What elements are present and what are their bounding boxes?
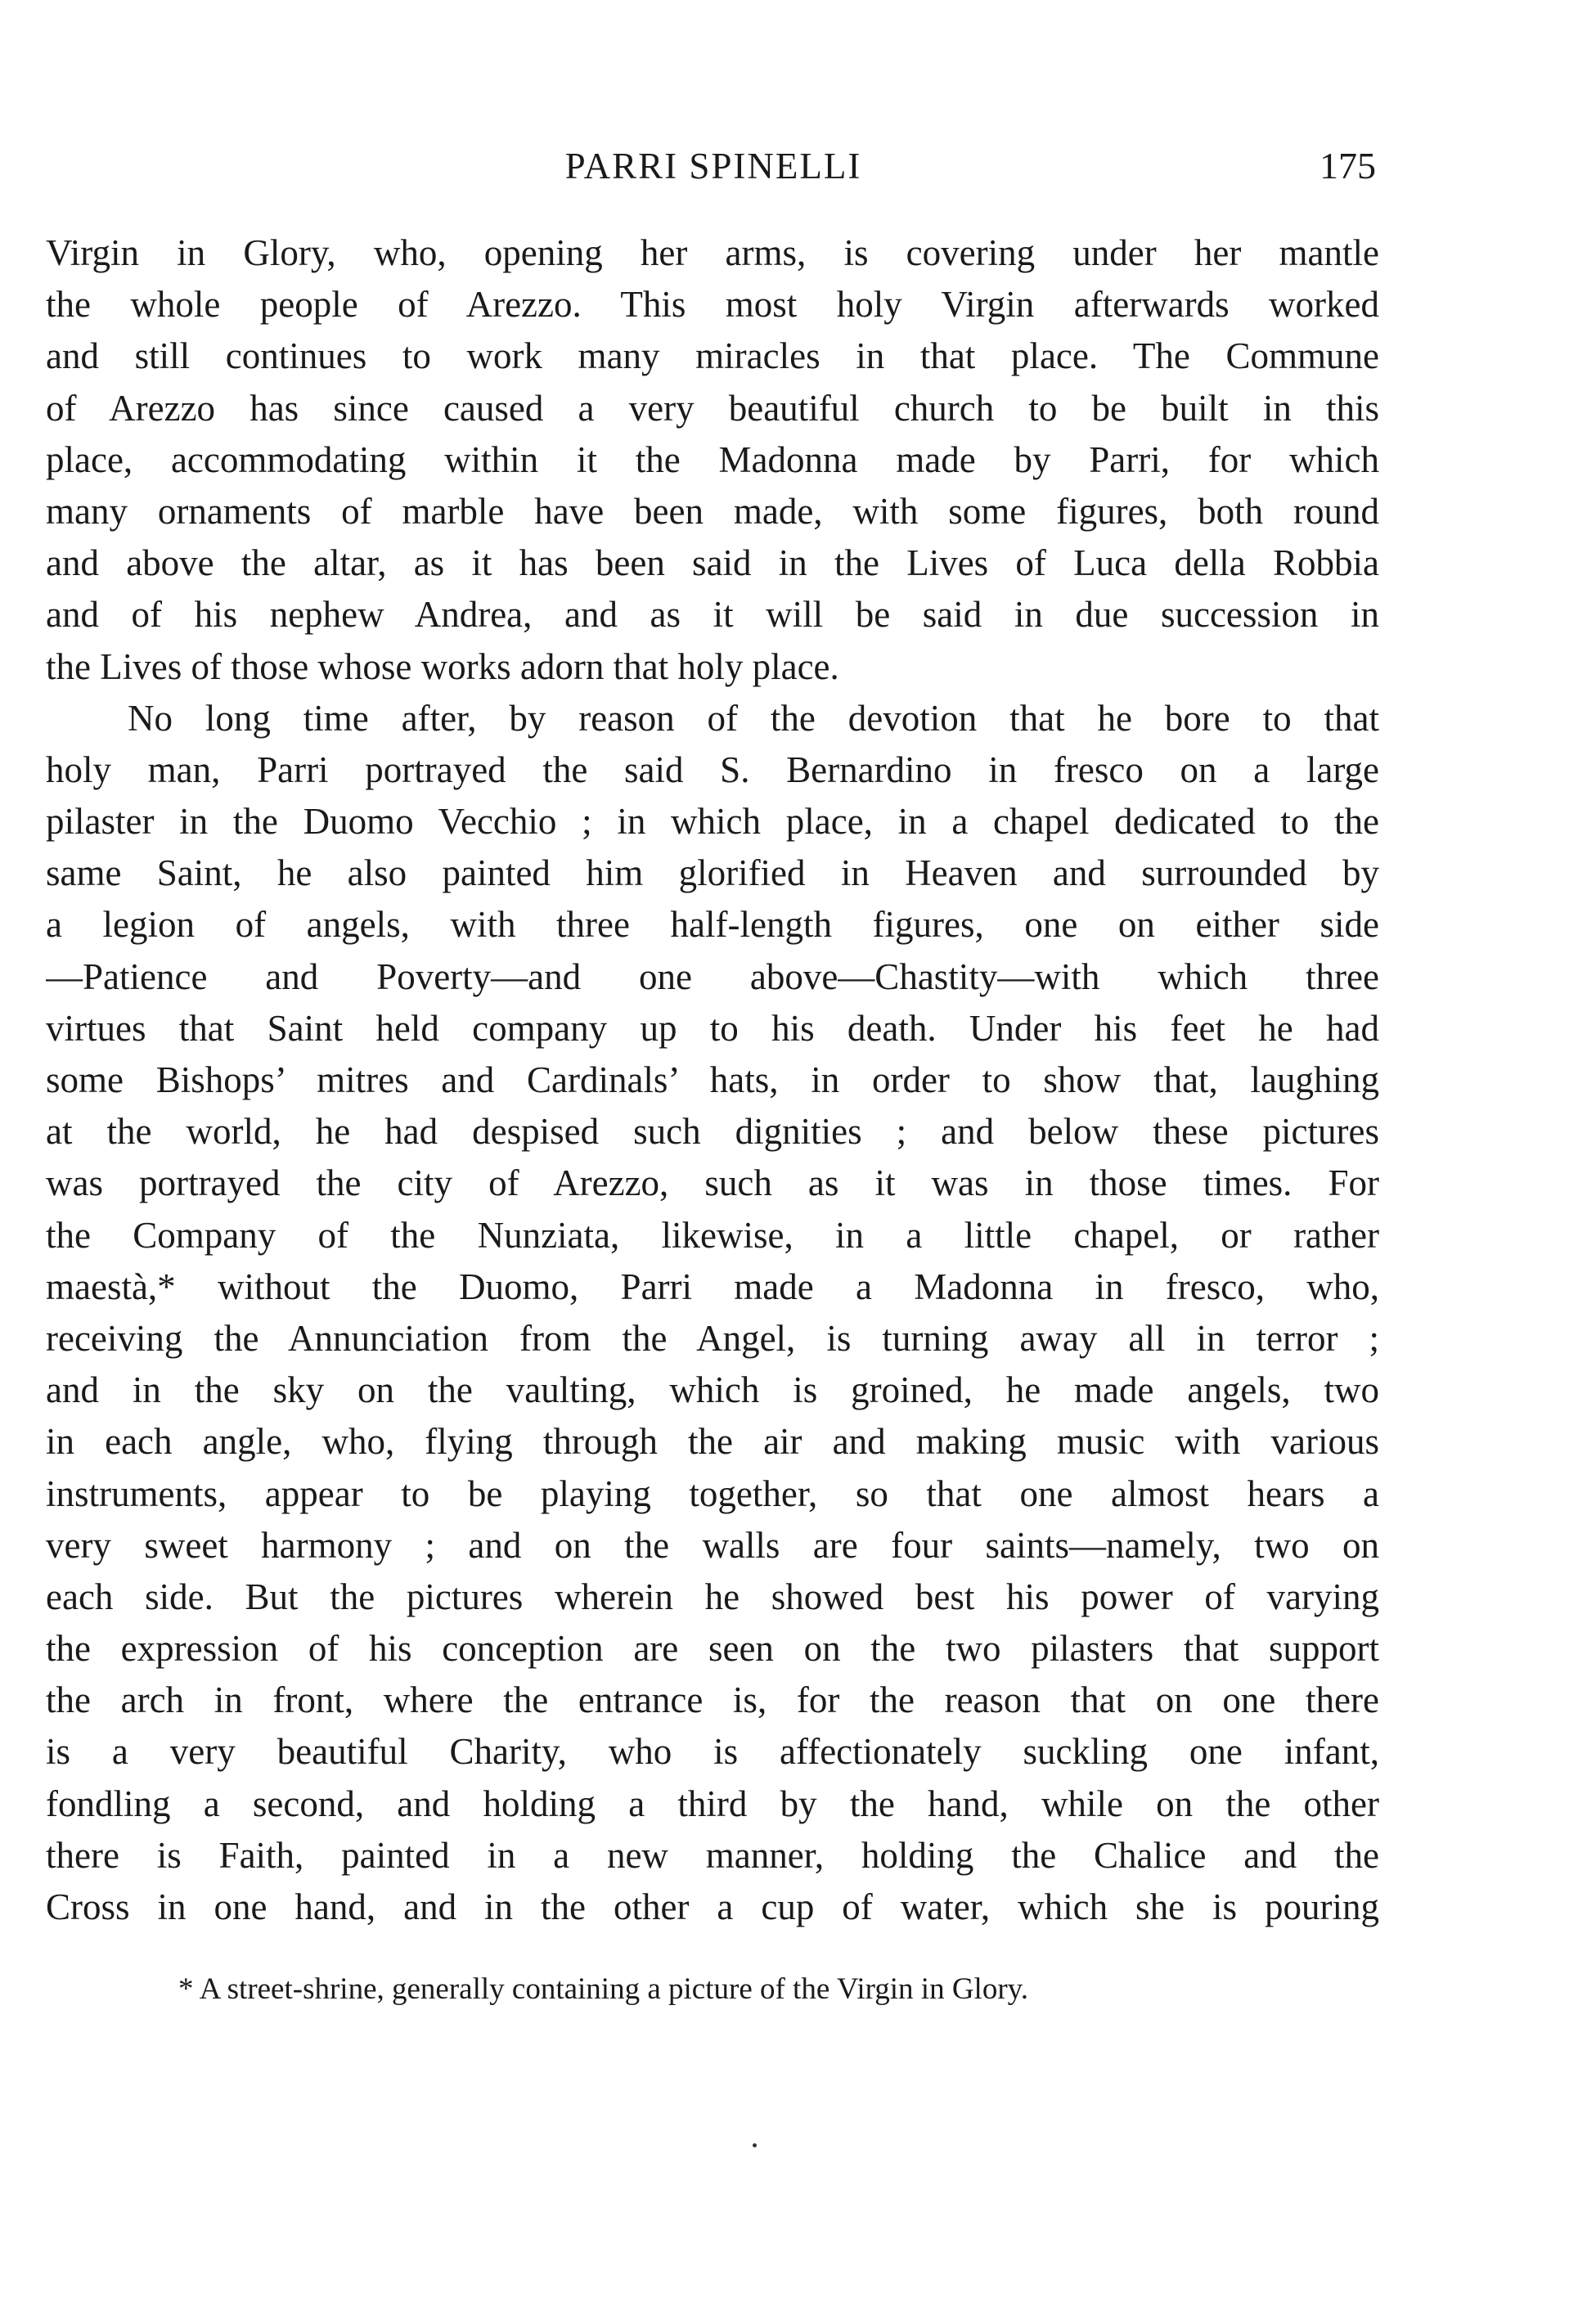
text-line: the Lives of those whose works adorn that holy place. [46, 645, 839, 687]
text-line: fondling a second, and holding a third by the hand, while on the other [46, 1783, 1379, 1824]
text-line: the expression of his conception are seen on the two pilasters that support [46, 1628, 1379, 1670]
text-line: was portrayed the city of Arezzo, such as it was in those times. For [46, 1162, 1379, 1204]
text-line: virtues that Saint held company up to his death. Under his feet he had [46, 1007, 1379, 1049]
text-line: of Arezzo has since caused a very beautiful church to be built in this [46, 387, 1379, 429]
print-speck [753, 2143, 757, 2147]
text-line: and still continues to work many miracles in that place. The Commune [46, 335, 1379, 377]
text-line: and above the altar, as it has been said in the Lives of Luca della Robbia [46, 542, 1379, 584]
text-line: there is Faith, painted in a new manner, holding the Chalice and the [46, 1834, 1379, 1876]
text-line: and in the sky on the vaulting, which is groined, he made angels, two [46, 1369, 1379, 1411]
text-line: each side. But the pictures wherein he showed best his power of varying [46, 1576, 1379, 1617]
text-line: in each angle, who, flying through the air and making music with various [46, 1421, 1379, 1463]
text-line: at the world, he had despised such dignities ; and below these pictures [46, 1111, 1379, 1153]
running-head [51, 137, 1376, 195]
text-line: receiving the Annunciation from the Angel, is turning away all in terror ; [46, 1317, 1379, 1359]
text-line: some Bishops’ mitres and Cardinals’ hats, in order to show that, laughing [46, 1059, 1379, 1100]
paragraph-1 [46, 227, 1379, 693]
paragraph-2 [46, 693, 1379, 1934]
text-line: very sweet harmony ; and on the walls are four saints—namely, two on [46, 1524, 1379, 1566]
page-number: 175 [1320, 145, 1376, 187]
text-line: Virgin in Glory, who, opening her arms, is covering under her mantle [46, 232, 1379, 273]
text-line: No long time after, by reason of the devotion that he bore to that [128, 697, 1379, 739]
text-line: the arch in front, where the entrance is, for the reason that on one there [46, 1679, 1379, 1721]
body-text [46, 227, 1379, 1933]
text-line: pilaster in the Duomo Vecchio ; in which place, in a chapel dedicated to the [46, 801, 1379, 843]
footnote: * A street-shrine, generally containing a picture of the Virgin in Glory. [178, 1972, 1028, 2006]
text-line: Cross in one hand, and in the other a cup of water, which she is pouring [46, 1886, 1379, 1927]
text-line: the Company of the Nunziata, likewise, in a little chapel, or rather [46, 1214, 1379, 1256]
text-line: many ornaments of marble have been made, with some figures, both round [46, 490, 1379, 532]
text-line: the whole people of Arezzo. This most holy Virgin afterwards worked [46, 284, 1379, 326]
text-line: and of his nephew Andrea, and as it will be said in due succession in [46, 594, 1379, 636]
text-line: maestà,* without the Duomo, Parri made a Madonna in fresco, who, [46, 1266, 1379, 1307]
running-title: PARRI SPINELLI [564, 146, 862, 187]
text-line: —Patience and Poverty—and one above—Chastity—with which three [46, 955, 1379, 997]
text-line: holy man, Parri portrayed the said S. Bernardino in fresco on a large [46, 749, 1379, 790]
text-line: is a very beautiful Charity, who is affectionately suckling one infant, [46, 1731, 1379, 1773]
text-line: place, accommodating within it the Madonna made by Parri, for which [46, 438, 1379, 480]
text-line: a legion of angels, with three half-length figures, one on either side [46, 904, 1379, 946]
text-line: same Saint, he also painted him glorified in Heaven and surrounded by [46, 852, 1379, 894]
text-line: instruments, appear to be playing together, so that one almost hears a [46, 1472, 1379, 1514]
